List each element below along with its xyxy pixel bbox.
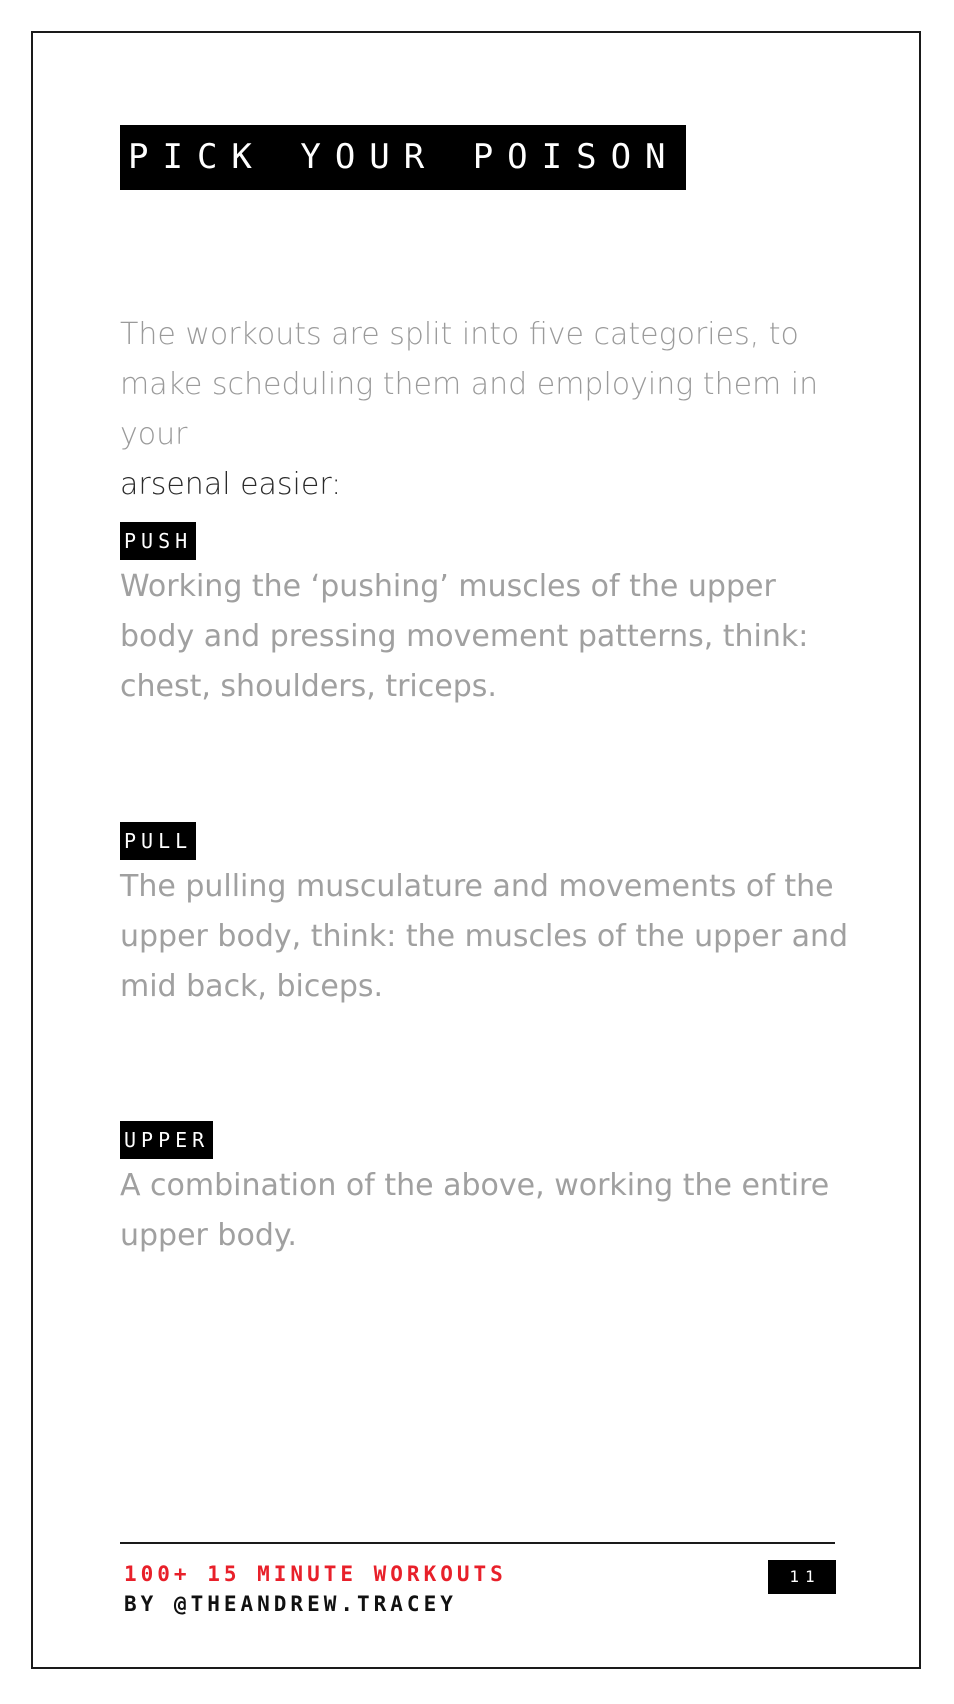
section-label-pull: PULL [120,822,196,860]
page-title: PICK YOUR POISON [120,125,686,190]
footer-author: BY @THEANDREW.TRACEY [124,1592,457,1616]
footer-book-title: 100+ 15 MINUTE WORKOUTS [124,1562,507,1586]
page-number: 11 [768,1560,836,1594]
intro-text-emphasis: arsenal easier: [120,467,342,502]
section-label-push: PUSH [120,522,196,560]
footer-divider [120,1542,835,1544]
section-text-pull: The pulling musculature and movements of the upper body, think: the muscles of the upper and mid back, biceps. [120,869,849,1004]
section-text-push: Working the ‘pushing’ muscles of the upper body and pressing movement patterns, think: chest, shoulders, triceps. [120,569,809,704]
section-label-upper: UPPER [120,1121,213,1159]
intro-text: The workouts are split into five categories, to make scheduling them and employing them in your [120,317,819,452]
intro-paragraph [120,310,840,510]
section-text-upper: A combination of the above, working the entire upper body. [120,1168,830,1253]
